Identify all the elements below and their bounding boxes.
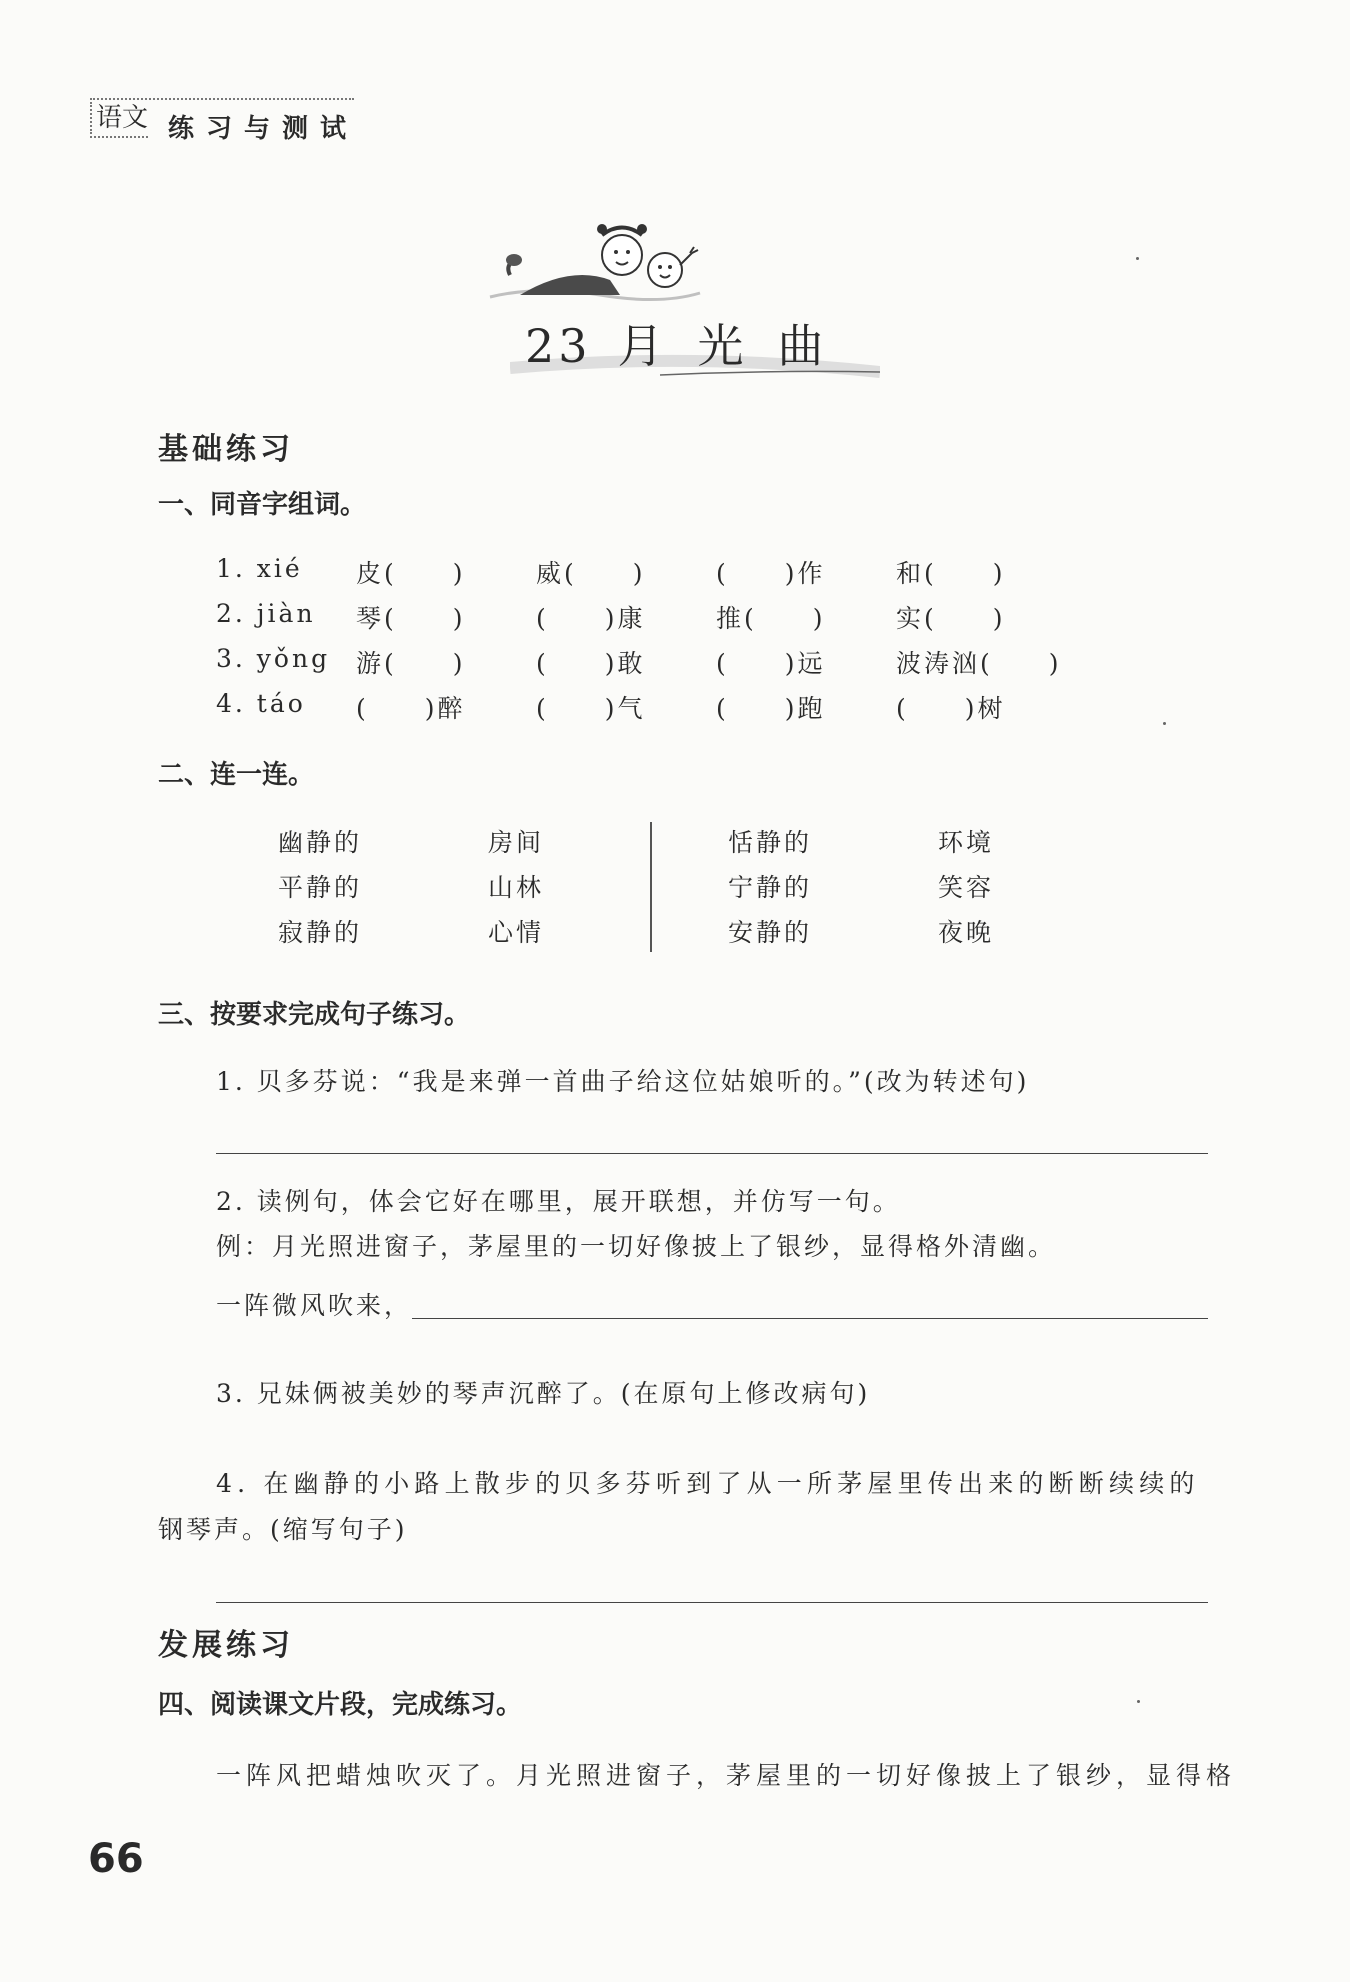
q2-right-a-1: 恬静的 (728, 828, 813, 857)
q1-row3-cell2: ( )敢 (536, 649, 646, 678)
q3-item4-line2: 钢琴声。(缩写句子) (158, 1515, 408, 1544)
lesson-number: 23 (525, 319, 592, 373)
q1-row2-cell4: 实( ) (896, 604, 1006, 633)
q3-item1: 1. 贝多芬说：“我是来弹一首曲子给这位姑娘听的。”(改为转述句) (216, 1067, 1030, 1096)
header-dotted-rule (90, 98, 354, 100)
q2-left-a-2: 平静的 (278, 873, 363, 902)
q1-row3-cell1: 游( ) (356, 649, 466, 678)
q1-row1-label: 1. xié (216, 554, 303, 583)
q3-item4-line1: 4. 在幽静的小路上散步的贝多芬听到了从一所茅屋里传出来的断断续续的 (216, 1469, 1200, 1498)
q3-item3: 3. 兄妹俩被美妙的琴声沉醉了。(在原句上修改病句) (216, 1379, 871, 1408)
q1-row1-cell1: 皮( ) (356, 559, 466, 588)
q3-title: 三、按要求完成句子练习。 (158, 1000, 471, 1030)
q2-left-b-3: 心情 (488, 918, 545, 947)
q2-right-a-2: 宁静的 (728, 873, 813, 902)
q3-prompt: 一阵微风吹来， (216, 1291, 413, 1320)
lesson-name: 月光曲 (617, 319, 858, 373)
q1-row4-label: 4. táo (216, 689, 306, 718)
q3-item4-answer-line[interactable] (216, 1602, 1208, 1603)
page-number: 66 (88, 1836, 144, 1882)
q1-row1-cell2: 威( ) (536, 559, 646, 588)
q1-row3-cell3: ( )远 (716, 649, 826, 678)
scan-speck (1136, 257, 1139, 260)
q1-row4-cell4: ( )树 (896, 694, 1006, 723)
q1-row2-cell3: 推( ) (716, 604, 826, 633)
q1-row2-cell2: ( )康 (536, 604, 646, 633)
header-subject: 语文 (90, 102, 148, 134)
q2-column-divider (650, 822, 652, 952)
q1-row4-cell1: ( )醉 (356, 694, 466, 723)
q3-item1-answer-line[interactable] (216, 1153, 1208, 1154)
q2-left-a-3: 寂静的 (278, 918, 363, 947)
children-illustration (480, 215, 720, 315)
q1-row4-cell2: ( )气 (536, 694, 646, 723)
q3-item2: 2. 读例句，体会它好在哪里，展开联想，并仿写一句。 (216, 1187, 901, 1216)
q3-example: 例：月光照进窗子，茅屋里的一切好像披上了银纱，显得格外清幽。 (216, 1232, 1057, 1261)
scan-speck (1137, 1700, 1140, 1703)
q2-right-a-3: 安静的 (728, 918, 813, 947)
header-book-title: 练习与测试 (168, 114, 359, 144)
q2-left-b-2: 山林 (488, 873, 545, 902)
q1-row3-label: 3. yǒng (216, 644, 331, 673)
q3-item2-answer-line[interactable] (412, 1318, 1208, 1319)
q1-row3-cell4: 波涛汹( ) (896, 649, 1062, 678)
q1-row4-cell3: ( )跑 (716, 694, 826, 723)
header-dotted-rule-lower (90, 136, 148, 138)
section-development-heading: 发展练习 (158, 1628, 294, 1663)
q1-row1-cell3: ( )作 (716, 559, 826, 588)
q1-row2-cell1: 琴( ) (356, 604, 466, 633)
q4-passage: 一阵风把蜡烛吹灭了。月光照进窗子，茅屋里的一切好像披上了银纱，显得格 (216, 1761, 1237, 1790)
q2-right-b-3: 夜晚 (938, 918, 995, 947)
section-basic-heading: 基础练习 (158, 432, 294, 467)
q4-title: 四、阅读课文片段，完成练习。 (158, 1690, 523, 1720)
q2-title: 二、连一连。 (158, 760, 315, 790)
q2-left-a-1: 幽静的 (278, 828, 363, 857)
q2-right-b-2: 笑容 (938, 873, 995, 902)
q1-row1-cell4: 和( ) (896, 559, 1006, 588)
lesson-title (525, 310, 858, 376)
q2-right-b-1: 环境 (938, 828, 995, 857)
scan-speck (1163, 722, 1166, 725)
q1-title: 一、同音字组词。 (158, 490, 367, 520)
q1-row2-label: 2. jiàn (216, 599, 316, 628)
q2-left-b-1: 房间 (488, 828, 545, 857)
